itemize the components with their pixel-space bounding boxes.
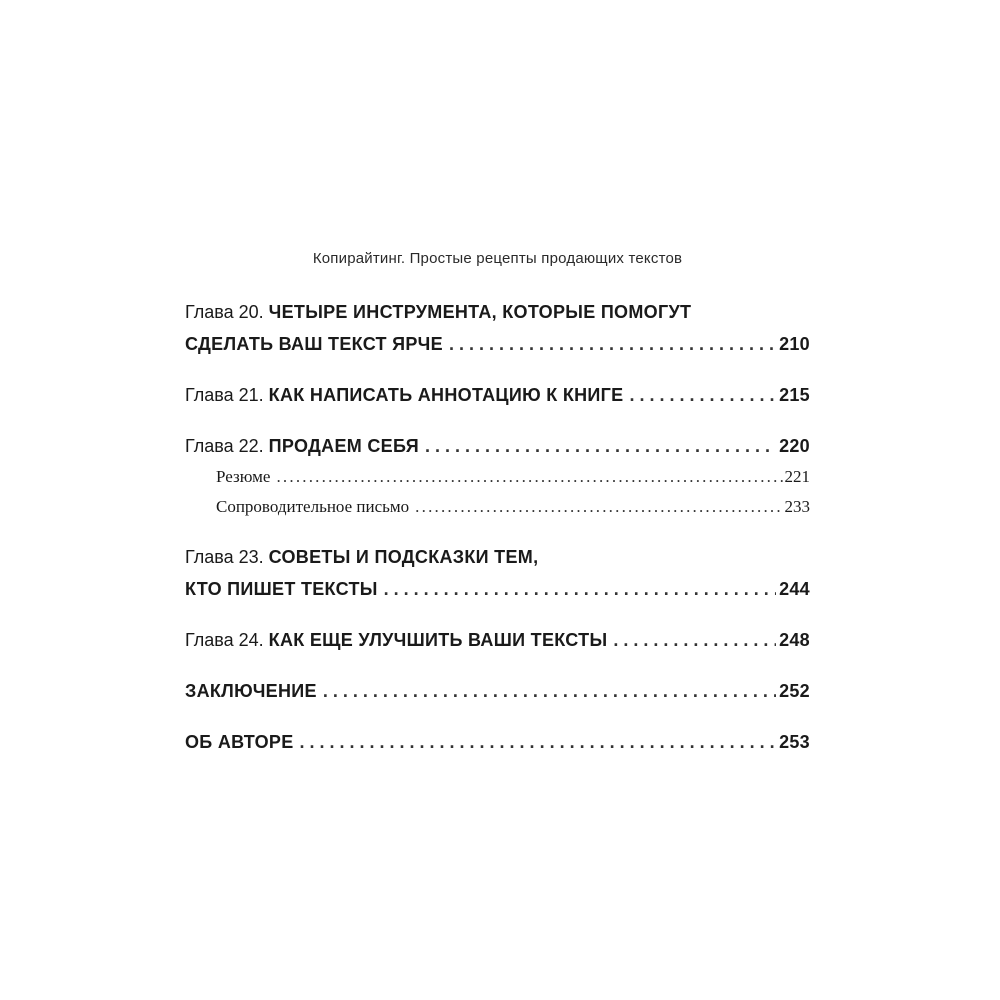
running-head: Копирайтинг. Простые рецепты продающих текстов xyxy=(312,250,683,267)
toc-entry-line xyxy=(185,573,810,605)
chapter-label: Глава 20. xyxy=(185,302,264,322)
page-number: 252 xyxy=(779,681,810,701)
chapter-title-continued: СДЕЛАТЬ ВАШ ТЕКСТ ЯРЧЕ xyxy=(185,334,443,354)
dot-leader xyxy=(323,675,776,707)
page-number: 221 xyxy=(784,467,810,486)
chapter-title: ПРОДАЕМ СЕБЯ xyxy=(268,436,419,456)
dot-leader xyxy=(425,430,776,462)
toc-entry-chapter-22[interactable] xyxy=(185,430,810,462)
chapter-label: Глава 22. xyxy=(185,436,264,456)
section-title: Резюме xyxy=(216,467,271,486)
chapter-title: СОВЕТЫ И ПОДСКАЗКИ ТЕМ, xyxy=(268,547,539,567)
chapter-22-sections xyxy=(185,462,810,522)
dot-leader xyxy=(449,328,776,360)
toc-entry-line xyxy=(185,675,810,707)
toc-entry-line xyxy=(185,328,810,360)
toc-entry-conclusion[interactable] xyxy=(185,675,810,707)
page-number: 248 xyxy=(779,630,810,650)
toc-entry-line xyxy=(185,379,810,411)
dot-leader xyxy=(276,462,782,492)
chapter-title: КАК НАПИСАТЬ АННОТАЦИЮ К КНИГЕ xyxy=(268,385,624,405)
chapter-label: Глава 21. xyxy=(185,385,264,405)
toc-entry-line xyxy=(185,296,810,328)
toc-entry-line xyxy=(185,726,810,758)
dot-leader xyxy=(415,492,782,522)
toc-section-cover-letter[interactable] xyxy=(185,492,810,522)
toc-entry-chapter-20[interactable] xyxy=(185,296,810,360)
dot-leader xyxy=(613,624,776,656)
chapter-title: ЧЕТЫРЕ ИНСТРУМЕНТА, КОТОРЫЕ ПОМОГУТ xyxy=(268,302,692,322)
page-number: 253 xyxy=(779,732,810,752)
toc-entry-line xyxy=(185,430,810,462)
chapter-title: КАК ЕЩЕ УЛУЧШИТЬ ВАШИ ТЕКСТЫ xyxy=(268,630,608,650)
dot-leader xyxy=(384,573,776,605)
toc-entry-chapter-23[interactable] xyxy=(185,541,810,605)
toc-entry-chapter-24[interactable] xyxy=(185,624,810,656)
section-title: Сопроводительное письмо xyxy=(216,497,410,516)
chapter-title-continued: КТО ПИШЕТ ТЕКСТЫ xyxy=(185,579,378,599)
dot-leader xyxy=(300,726,777,758)
page-number: 244 xyxy=(779,579,810,599)
page-number: 215 xyxy=(779,385,810,405)
toc-entry-about-author[interactable] xyxy=(185,726,810,758)
chapter-label: Глава 24. xyxy=(185,630,264,650)
toc-entry-line xyxy=(185,624,810,656)
chapter-title: ОБ АВТОРЕ xyxy=(185,732,294,752)
table-of-contents xyxy=(185,296,810,758)
dot-leader xyxy=(629,379,776,411)
page-number: 220 xyxy=(779,436,810,456)
toc-section-resume[interactable] xyxy=(185,462,810,492)
toc-entry-chapter-21[interactable] xyxy=(185,379,810,411)
page-number: 210 xyxy=(779,334,810,354)
toc-entry-line xyxy=(185,541,810,573)
page-number: 233 xyxy=(784,497,810,516)
chapter-label: Глава 23. xyxy=(185,547,264,567)
chapter-title: ЗАКЛЮЧЕНИЕ xyxy=(185,681,317,701)
